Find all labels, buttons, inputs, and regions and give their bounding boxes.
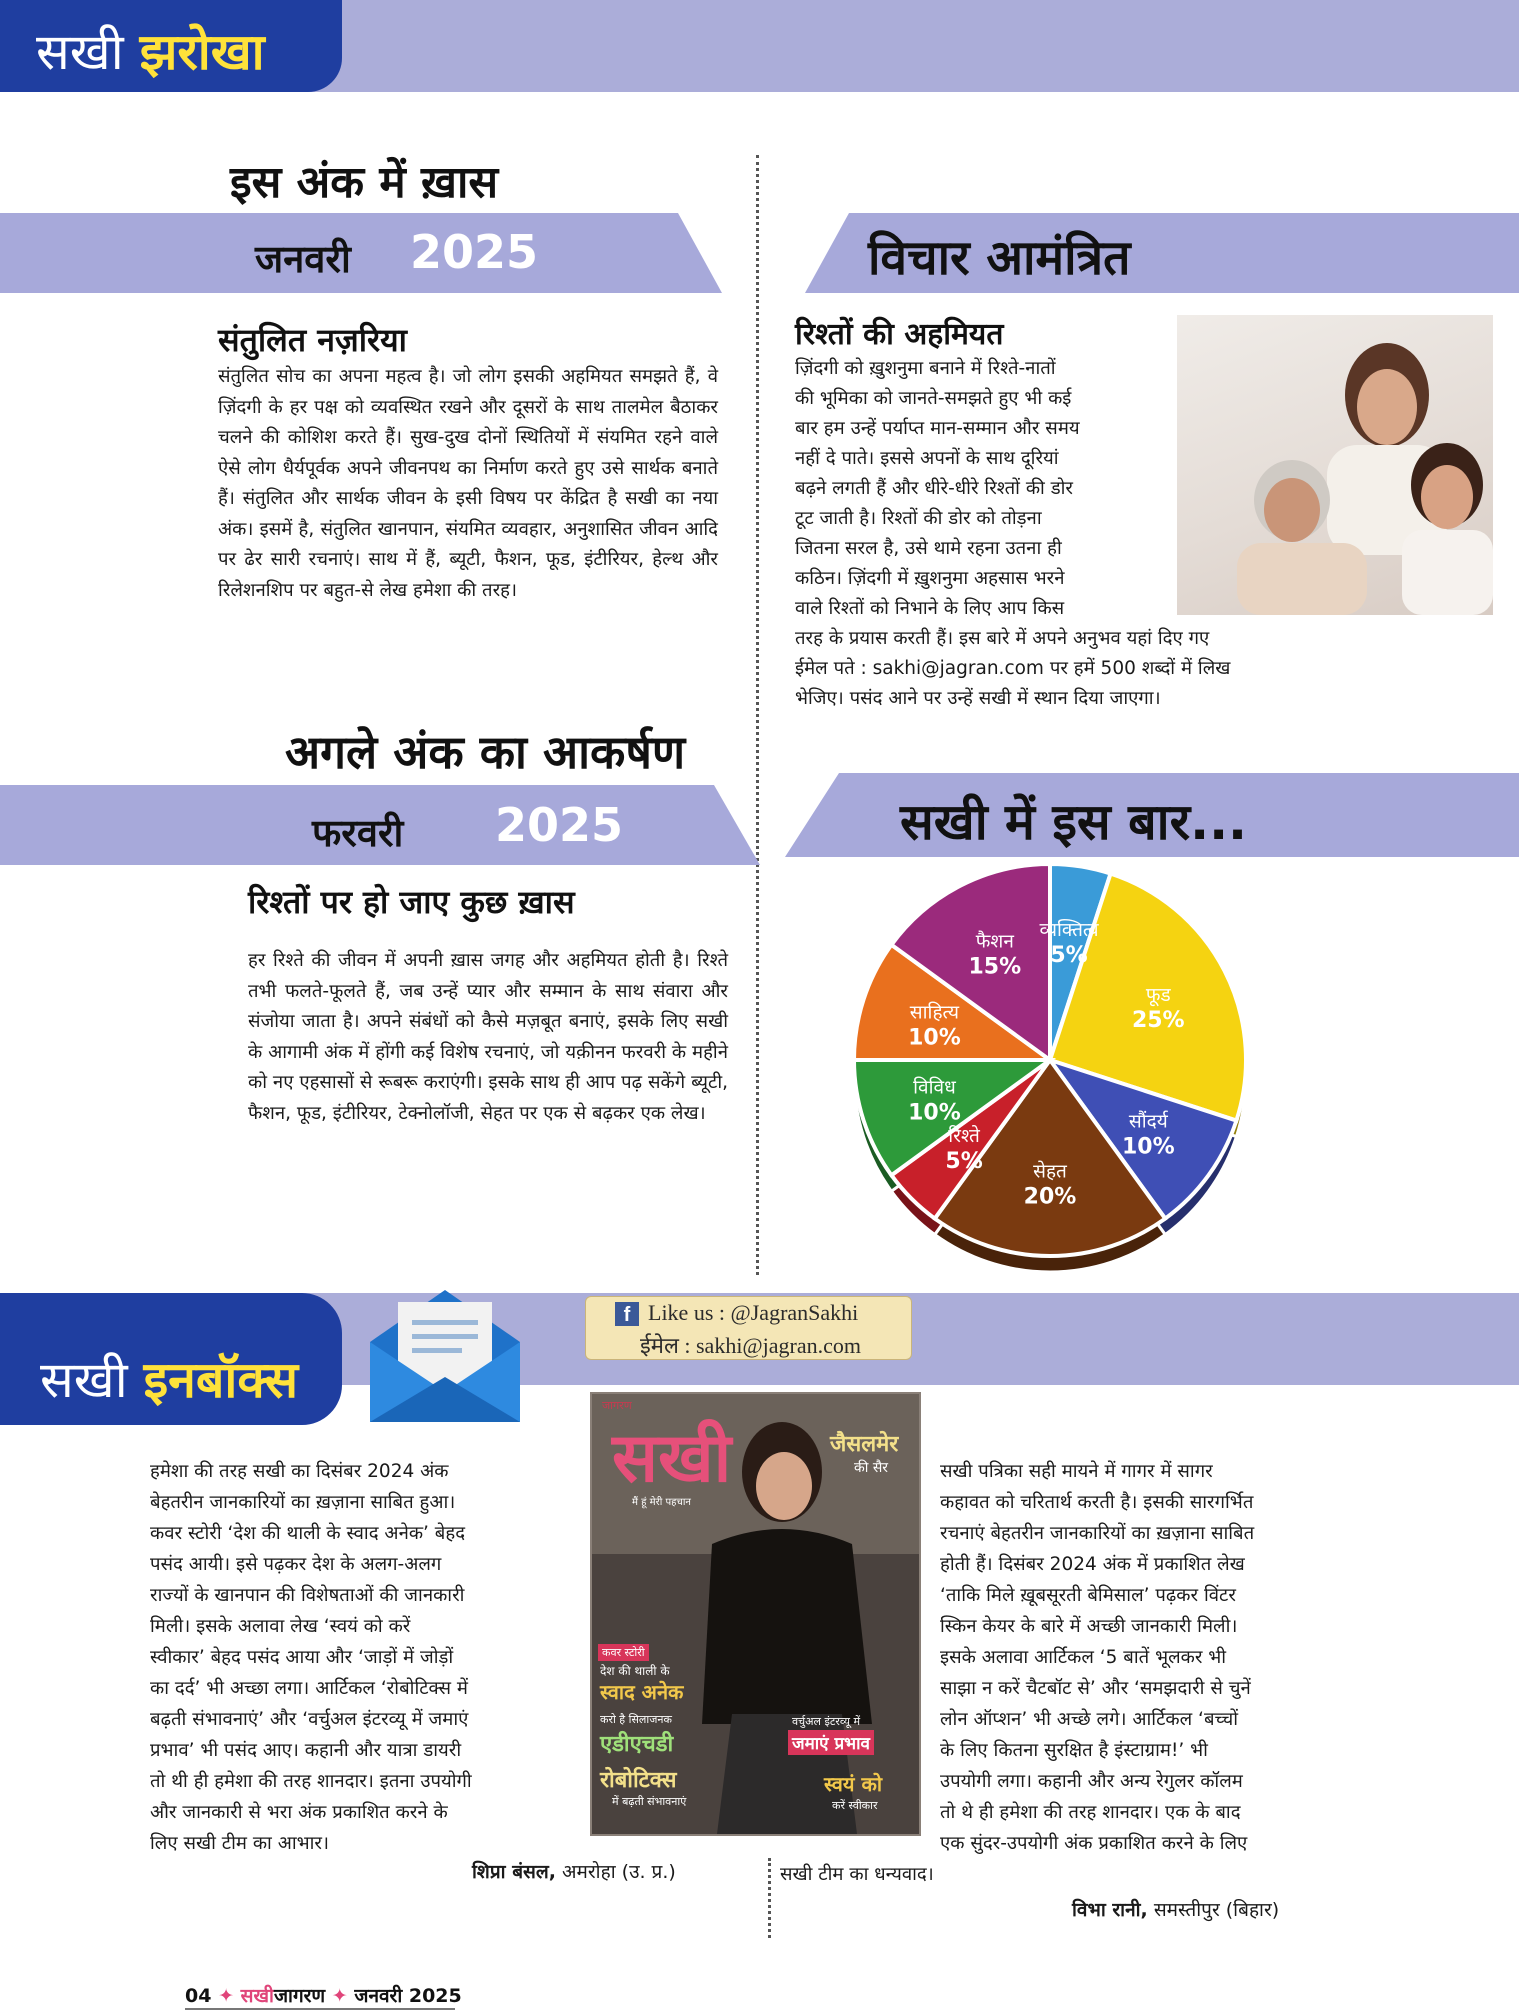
pie-label: साहित्य [909, 1001, 960, 1024]
letter-1-line: बेहतरीन जानकारियों का ख़ज़ाना साबित हुआ। [150, 1492, 456, 1513]
letter-2-line: होती हैं। दिसंबर 2024 अंक में प्रकाशित लेख [940, 1554, 1245, 1575]
cover-story-line: देश की थाली के [600, 1664, 670, 1678]
section-title [36, 16, 265, 84]
invitation-line: बढ़ने लगती हैं और धीरे-धीरे रिश्तों की डोर [795, 478, 1073, 499]
letter-1-line: स्वीकार’ बेहद पसंद आया और ‘जाड़ों में जोड़ों [150, 1647, 454, 1668]
column-divider [756, 155, 759, 1275]
page-footer [185, 1982, 462, 2008]
pie-label: फैशन [975, 930, 1014, 953]
letter-2-author: विभा रानी, [1072, 1899, 1148, 1921]
invitation-line: वाले रिश्तों को निभाने के लिए आप किस [795, 598, 1065, 619]
letter-1-line: राज्यों के खानपान की विशेषताओं की जानकारी [150, 1585, 465, 1606]
letter-1-signature [472, 1858, 676, 1884]
letter-1-line: का दर्द’ भी अच्छा लगा। आर्टिकल ‘रोबोटिक्स में [150, 1678, 468, 1699]
letter-2-line: स्किन केयर के बारे में अच्छी जानकारी मिली। [940, 1616, 1238, 1637]
letter-2-line: लोन ऑप्शन’ भी अच्छे लगे। आर्टिकल ‘बच्चों [940, 1709, 1239, 1730]
cover-story-tag: कवर स्टोरी [598, 1644, 649, 1661]
this-issue-subheading: संतुलित नज़रिया [218, 321, 407, 359]
cover-accept-title: स्वयं को [824, 1772, 883, 1796]
letter-2-signature [1072, 1896, 1279, 1922]
cover-robotics-sub: में बढ़ती संभावनाएं [612, 1795, 687, 1808]
cover-career-title: एडीएचडी [600, 1732, 674, 1757]
letter-2-line: रचनाएं बेहतरीन जानकारियों का ख़ज़ाना साबित [940, 1523, 1255, 1544]
pie-label: फूड [1145, 983, 1171, 1006]
letter-2-place: समस्तीपुर (बिहार) [1153, 1899, 1280, 1921]
invitation-line: तरह के प्रयास करती हैं। इस बारे में अपने अनुभव यहां दिए गए [795, 628, 1210, 649]
letter-2-line: एक सुंदर-उपयोगी अंक प्रकाशित करने के लिए [940, 1833, 1248, 1854]
invitation-line: ईमेल पते : sakhi@jagran.com पर हमें 500 शब्दों में लिख [795, 658, 1231, 679]
pie-label: विविध [913, 1076, 956, 1099]
letter-1-line: तो थी ही हमेशा की तरह शानदार। इतना उपयोगी [150, 1771, 472, 1792]
envelope-icon [360, 1272, 530, 1432]
next-issue-subheading: रिश्तों पर हो जाए कुछ ख़ास [248, 883, 575, 921]
letter-2-line: के लिए कितना सुरक्षित है इंस्टाग्राम!’ भी [940, 1740, 1208, 1761]
letter-1-line: कवर स्टोरी ‘देश की थाली के स्वाद अनेक’ बेहद [150, 1523, 466, 1544]
pie-value: 5% [945, 1148, 983, 1174]
footer-separator-icon: ✦ [331, 1985, 348, 2007]
facebook-icon[interactable]: f [615, 1302, 639, 1326]
invitation-line: ज़िंदगी को ख़ुशनुमा बनाने में रिश्ते-नातों [795, 358, 1056, 379]
inbox-title-b: इनबॉक्स [143, 1351, 299, 1409]
footer-brand-a: सखी [240, 1985, 274, 2007]
this-issue-ribbon [0, 213, 722, 293]
invitation-line: की भूमिका को जानते-समझते हुए भी कई [795, 388, 1072, 409]
inbox-title [40, 1344, 298, 1412]
this-issue-heading: इस अंक में ख़ास [230, 157, 499, 208]
letter-2-line: ‘ताकि मिले ख़ूबसूरती बेमिसाल’ पढ़कर विंटर [940, 1585, 1236, 1606]
invitation-heading: विचार आमंत्रित [868, 230, 1131, 286]
letter-1-place: अमरोहा (उ. प्र.) [562, 1861, 676, 1883]
cover-accept-sub: करें स्वीकार [832, 1799, 878, 1812]
pie-label: सौंदर्य [1128, 1110, 1168, 1133]
section-title-b: झरोखा [139, 23, 265, 81]
inbox-title-a: सखी [40, 1351, 128, 1409]
letter-2-line: सखी पत्रिका सही मायने में गागर में सागर [940, 1461, 1213, 1482]
family-photo-illustration [1177, 315, 1493, 615]
pie-label: सेहत [1033, 1160, 1067, 1183]
letter-2-line: साझा न करें चैटबॉट से’ और ‘समझदारी से चुनें [940, 1678, 1251, 1699]
footer-rule [185, 2008, 455, 2010]
invitation-line: भेजिए। पसंद आने पर उन्हें सखी में स्थान दिया जाएगा। [795, 688, 1161, 709]
inbox-divider [768, 1858, 771, 1938]
this-issue-month: जनवरी [255, 237, 351, 281]
section-title-a: सखी [36, 23, 124, 81]
letter-1-line: मिली। इसके अलावा लेख ‘स्वयं को करें [150, 1616, 411, 1637]
contact-email[interactable]: ईमेल : sakhi@jagran.com [640, 1333, 862, 1358]
this-issue-body: संतुलित सोच का अपना महत्व है। जो लोग इसकी अहमियत समझते हैं, वे ज़िंदगी के हर पक्ष को व्यवस्थित रखने और दूसरों के साथ तालमेल बैठाकर चलने की कोशिश करते हैं। सुख-दुख दोनों स्थितियों में संयमित रहने वाले ऐसे लोग धैर्यपूर्वक अपने जीवनपथ का निर्माण करते हुए उसे सार्थक बनाते हैं। संतुलित और सार्थक जीवन के इसी विषय पर केंद्रित है सखी का नया अंक। इसमें है, संतुलित खानपान, संयमित व्यवहार, अनुशासित जीवन आदि पर ढेर सारी रचनाएं। साथ में हैं, ब्यूटी, फैशन, फूड, इंटीरियर, हेल्थ और रिलेशनशिप पर बहुत-से लेख हमेशा की तरह। [218, 366, 718, 601]
cover-headline-top: जैसलमेर [830, 1432, 899, 1457]
letter-1-line: बढ़ती संभावनाएं’ और ‘वर्चुअल इंटरव्यू में जमाएं [150, 1709, 469, 1730]
cover-robotics-title: रोबोटिक्स [600, 1768, 677, 1793]
pie-label: व्यक्तित्व [1039, 918, 1099, 941]
cover-tagline: मैं हूं मेरी पहचान [632, 1497, 691, 1508]
facebook-handle[interactable]: Like us : @JagranSakhi [648, 1300, 859, 1325]
next-issue-heading: अगले अंक का आकर्षण [285, 725, 686, 779]
letter-2-line: इसके अलावा आर्टिकल ‘5 बातें भूलकर भी [940, 1647, 1227, 1668]
letter-2-line: सखी टीम का धन्यवाद। [780, 1864, 934, 1885]
cover-virtual-tag: वर्चुअल इंटरव्यू में [792, 1715, 861, 1728]
cover-logo: सखी [612, 1419, 732, 1498]
pie-value: 10% [1121, 1134, 1175, 1160]
letter-1-line: प्रभाव’ भी पसंद आए। कहानी और यात्रा डायरी [150, 1740, 462, 1761]
pie-label: रिश्ते [948, 1124, 980, 1147]
next-issue-year: 2025 [495, 798, 624, 852]
footer-separator-icon: ✦ [218, 1985, 234, 2007]
cover-story-title: स्वाद अनेक [600, 1680, 684, 1704]
this-issue-year: 2025 [410, 225, 539, 279]
letter-1-author: शिप्रा बंसल, [472, 1861, 556, 1883]
cover-virtual-title: जमाएं प्रभाव [788, 1730, 874, 1755]
pie-value: 25% [1131, 1007, 1185, 1033]
invitation-line: बार हम उन्हें पर्याप्त मान-सम्मान और समय [795, 418, 1080, 439]
letter-2-line: कहावत को चरितार्थ करती है। इसकी सारगर्भित [940, 1492, 1254, 1513]
page-number: 04 [185, 1985, 212, 2007]
letter-1-line: हमेशा की तरह सखी का दिसंबर 2024 अंक [150, 1461, 449, 1482]
pie-value: 5% [1050, 942, 1088, 968]
letter-2-line: तो थे ही हमेशा की तरह शानदार। एक के बाद [940, 1802, 1241, 1823]
footer-brand-b: जागरण [273, 1985, 326, 2007]
cover-headline-top-sub: की सैर [854, 1460, 889, 1476]
magazine-cover [590, 1392, 921, 1836]
invitation-line: जितना सरल है, उसे थामे रहना उतना ही [795, 538, 1062, 559]
letter-1-line: पसंद आयी। इसे पढ़कर देश के अलग-अलग [150, 1554, 442, 1575]
letter-1-line: लिए सखी टीम का आभार। [150, 1833, 329, 1854]
next-issue-month: फरवरी [312, 811, 404, 855]
pie-heading: सखी में इस बार... [900, 793, 1248, 851]
invitation-line: टूट जाती है। रिश्तों की डोर को तोड़ना [795, 508, 1042, 529]
letter-1-line: और जानकारी से भरा अंक प्रकाशित करने के [150, 1802, 448, 1823]
footer-issue: जनवरी 2025 [354, 1985, 462, 2007]
pie-value: 10% [908, 1025, 961, 1051]
cover-career-tag: करो है सिलाजनक [600, 1713, 672, 1726]
cover-brand: जागरण [602, 1399, 632, 1412]
pie-value: 10% [908, 1100, 961, 1126]
invitation-line: नहीं दे पाते। इससे अपनों के साथ दूरियां [795, 448, 1059, 469]
invitation-line: कठिन। ज़िंदगी में ख़ुशनुमा अहसास भरने [795, 568, 1065, 589]
family-photo [1177, 315, 1493, 615]
pie-value: 15% [968, 954, 1022, 980]
invitation-subheading: रिश्तों की अहमियत [795, 317, 1004, 352]
pie-value: 20% [1023, 1184, 1077, 1210]
next-issue-body: हर रिश्ते की जीवन में अपनी ख़ास जगह और अहमियत होती है। रिश्ते तभी फलते-फूलते हैं, जब उन्हें प्यार और सम्मान के साथ संवारा और संजोया जाता है। अपने संबंधों को कैसे मज़बूत बनाएं, इसके लिए सखी के आगामी अंक में होंगी कई विशेष रचनाएं, जो यक़ीनन फरवरी के महीने को नए एहसासों से रूबरू कराएंगी। इसके साथ ही आप पढ़ सकेंगे ब्यूटी, फैशन, फूड, इंटीरियर, टेक्नोलॉजी, सेहत पर एक से बढ़कर एक लेख। [248, 950, 728, 1124]
content-pie-chart [830, 860, 1270, 1280]
letter-2-line: उपयोगी लगा। कहानी और अन्य रेगुलर कॉलम [940, 1771, 1243, 1792]
